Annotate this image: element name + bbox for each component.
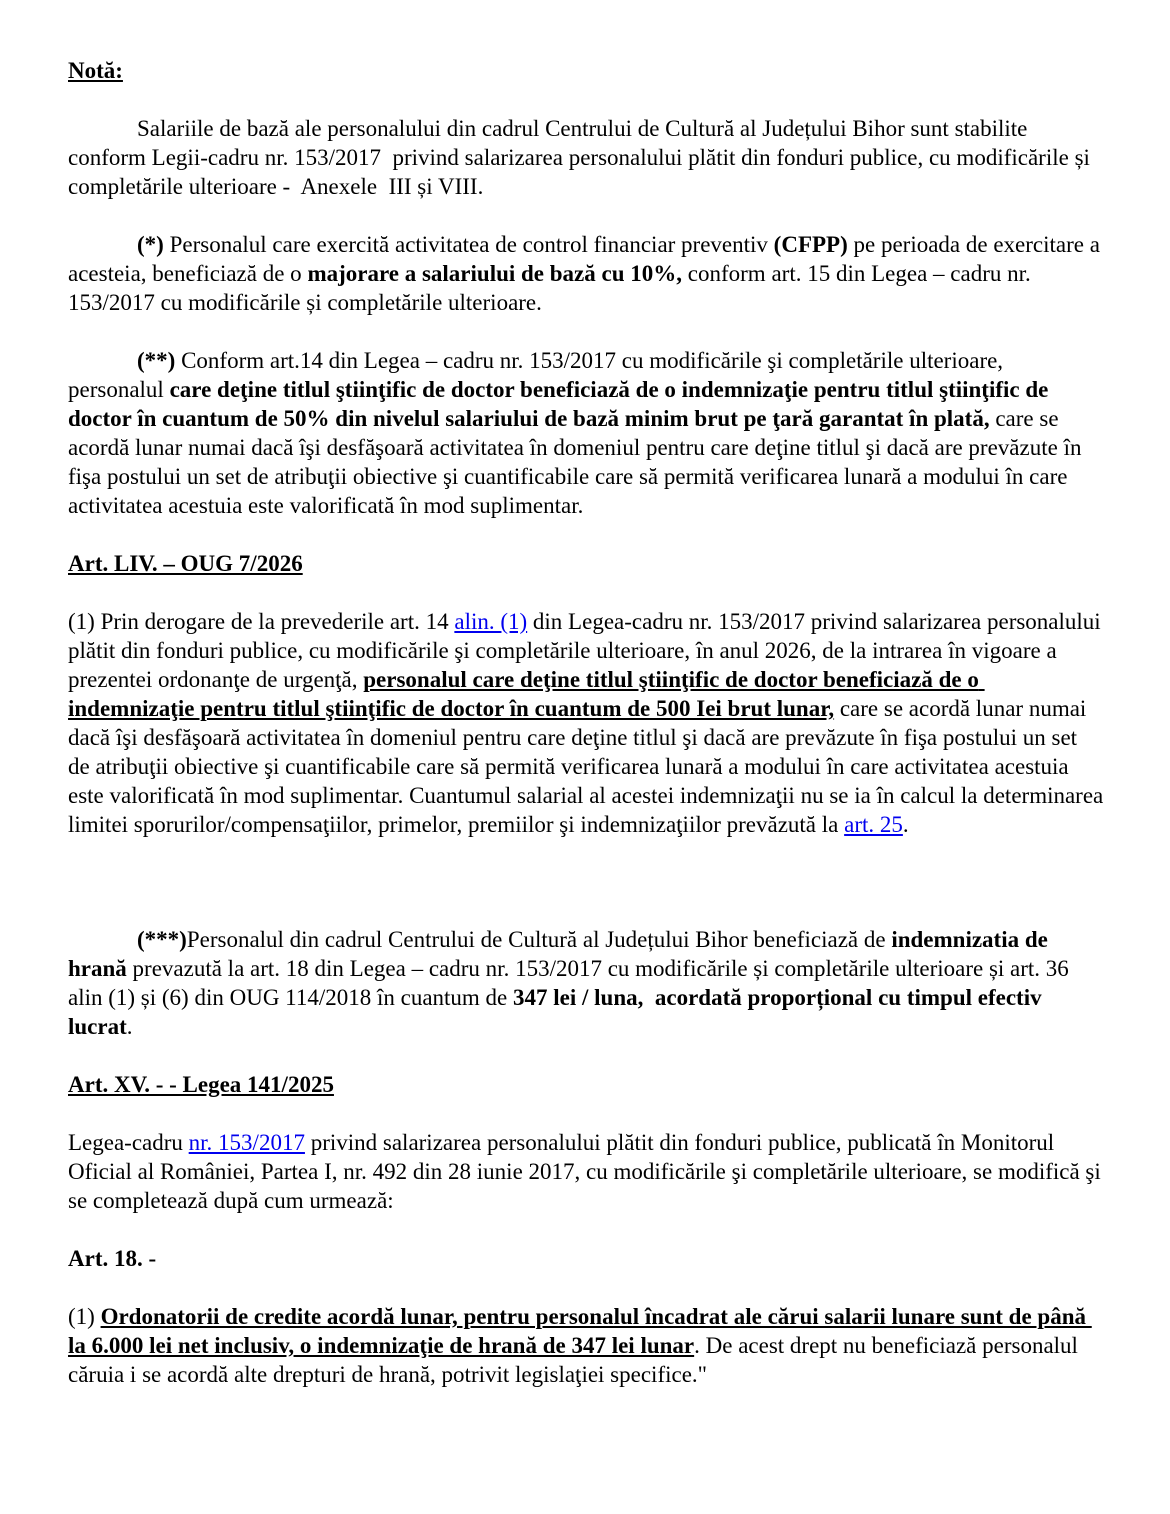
text-run: Legea-cadru: [68, 1130, 189, 1155]
text-run: (1) Prin derogare de la prevederile art. 14: [68, 609, 455, 634]
bold-underline-run-indemnizatie-hrana-347: Ordonatorii de credite acordă lunar, pentru personalul încadrat ale cărui salarii lunare sunt de până la 6.000 lei net inclusiv, o indemnizaţie de hrană de 347 lei lunar: [68, 1304, 1092, 1358]
paragraph-cfpp: [68, 230, 1104, 317]
bold-run-347-lei: 347 lei / luna, acordată proporțional cu timpul efectiv lucrat: [68, 985, 1048, 1039]
paragraph-titlu-doctor-50: [68, 346, 1104, 520]
link-art-25[interactable]: art. 25: [844, 812, 903, 837]
paragraph-legea-cadru: [68, 1128, 1107, 1215]
text-run: Personalul care exercită activitatea de control financiar preventiv: [169, 232, 774, 257]
text-run: Personalul din cadrul Centrului de Cultură al Județului Bihor beneficiază de: [186, 927, 892, 952]
text-run: . De acest drept nu beneficiază personalul căruia i se acordă alte drepturi de hrană, potrivit legislaţiei specifice.": [68, 1333, 1084, 1387]
text-run: conform art. 15 din Legea – cadru nr. 153/2017 cu modificările și completările ulterioare.: [68, 261, 1037, 315]
text-run: .: [126, 1014, 133, 1039]
footnote-marker-one-star: (*): [137, 232, 170, 257]
bold-run-indemnizatie-doctor: care deţine titlul ştiinţific de doctor beneficiază de o indemnizaţie pentru titlul ştiinţific de doctor în cuantum de 50% din nivelul salariului de bază minim brut pe ţară garantat în plată,: [68, 377, 1055, 431]
text-run: care se acordă lunar numai dacă îşi desfăşoară activitatea în domeniul pentru care deţine titlul şi dacă are prevăzute în fişa postului un set de atribuţii obiective şi cuantificabile care să permită verificarea lunară a modului în care activitatea acestuia este valorificată în mod suplimentar. Cuantumul salarial al acestei indemnizaţii nu se ia în calcul la determinarea limitei sporurilor/compensaţiilor, primelor, premiilor şi indemnizaţiilor prevăzută la: [68, 696, 1110, 837]
footnote-marker-two-stars: (**): [137, 348, 182, 373]
text-run: privind salarizarea personalului plătit din fonduri publice, publicată în Monitorul Oficial al României, Partea I, nr. 492 din 28 iunie 2017, cu modificările şi completările ulterioare, se modifică şi se completează după cum urmează:: [68, 1130, 1107, 1213]
text-run: Conform art.14 din Legea – cadru nr. 153/2017 cu modificările şi completările ulterioare, personalul: [68, 348, 1009, 402]
text-run: Salariile de bază ale personalului din cadrul Centrului de Cultură al Județului Bihor sunt stabilite conform Legii-cadru nr. 153/2017 privind salarizarea personalului plătit din fonduri publice, cu modificările și completările ulterioare - Anexele III și VIII.: [68, 116, 1096, 199]
text-run: care se acordă lunar numai dacă îşi desfăşoară activitatea în domeniul pentru care deţine titlul şi dacă are prevăzute în fişa postului un set de atribuţii obiective şi cuantificabile care să permită verificarea lunară a modului în care activitatea acestuia este valorificată în mod suplimentar.: [68, 406, 1088, 518]
nota-heading: Notă:: [68, 58, 123, 83]
art-liv-heading: Art. LIV. – OUG 7/2026: [68, 551, 303, 576]
art-xv-heading: Art. XV. - - Legea 141/2025: [68, 1072, 334, 1097]
link-alin-1[interactable]: alin. (1): [454, 609, 528, 634]
link-nr-153-2017[interactable]: nr. 153/2017: [188, 1130, 305, 1155]
bold-run-cfpp: (CFPP): [773, 232, 848, 257]
paragraph-ordonatorii-de-credite: [68, 1302, 1104, 1389]
paragraph-salarii-de-baza: [68, 114, 1104, 201]
text-run: prevazută la art. 18 din Legea – cadru nr. 153/2017 cu modificările și completările ulterioare și art. 36 alin (1) și (6) din OUG 114/2018 în cuantum de: [68, 956, 1075, 1010]
document-body: [68, 56, 1110, 1389]
bold-run-indemnizatia-de-hrana: indemnizatia de hrană: [68, 927, 1054, 981]
footnote-marker-three-stars: (***): [137, 927, 187, 952]
text-run: (1): [68, 1304, 101, 1329]
art-18-heading: Art. 18. -: [68, 1246, 157, 1271]
text-run: .: [902, 812, 909, 837]
text-run: din Legea-cadru nr. 153/2017 privind salarizarea personalului plătit din fonduri publice, cu modificările şi completările ulterioare, în anul 2026, de la intrarea în vigoare a prezentei ordonanţe de urgenţă,: [68, 609, 1107, 692]
paragraph-indemnizatia-hrana: [68, 925, 1104, 1041]
text-run: pe perioada de exercitare a acesteia, beneficiază de o: [68, 232, 1106, 286]
bold-underline-run-indemnizatie-500-lei: personalul care deţine titlul ştiinţific de doctor beneficiază de o indemnizaţie pentru titlul ştiinţific de doctor în cuantum de 500 Iei brut lunar,: [68, 667, 985, 721]
paragraph-derogare: [68, 607, 1110, 839]
bold-run-majorare: majorare a salariului de bază cu 10%,: [307, 261, 683, 286]
